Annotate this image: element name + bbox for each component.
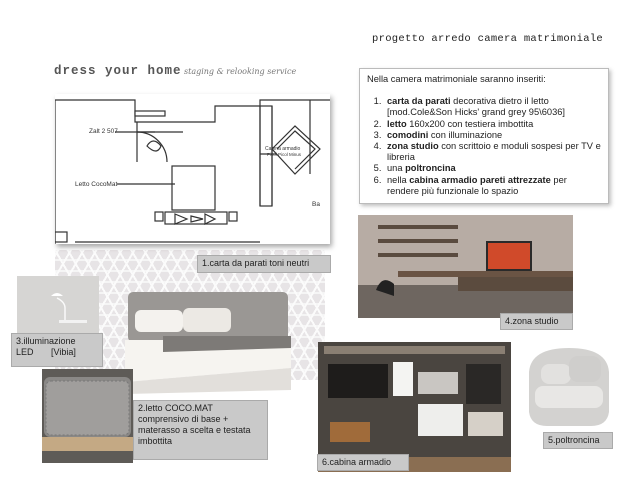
label-lighting bbox=[11, 333, 103, 367]
items-list bbox=[367, 96, 601, 197]
walk-in-closet-photo bbox=[318, 342, 511, 472]
brand-subtitle: staging & relooking service bbox=[184, 67, 297, 76]
bed-base-photo bbox=[42, 369, 133, 463]
floor-plan bbox=[55, 94, 330, 244]
page-title: progetto arredo camera matrimoniale bbox=[372, 33, 604, 45]
list-item: 1. carta da parati decorativa dietro il letto [mod.Cole&Son Hicks' grand grey 95\6036] bbox=[384, 96, 601, 118]
label-bed: 2.letto COCO.MAT comprensivo di base + materasso a scelta e testata imbottita bbox=[133, 400, 268, 460]
label-studio: 4.zona studio bbox=[500, 313, 573, 330]
armchair-icon bbox=[521, 342, 616, 432]
label-closet: 6.cabina armadio bbox=[317, 454, 409, 471]
label-wallpaper: 1.carta da parati toni neutri bbox=[197, 255, 331, 273]
label-armchair: 5.poltroncina bbox=[543, 432, 613, 449]
lamp-photo bbox=[17, 276, 99, 336]
label-lighting-line-2: LED [Vibia] bbox=[16, 347, 76, 357]
plan-label-bed: Letto CocoMat bbox=[75, 181, 118, 188]
list-intro: Nella camera matrimoniale saranno inseriti: bbox=[367, 74, 546, 84]
bed-base-icon bbox=[42, 369, 133, 463]
brand-logo-text: dress your home bbox=[54, 64, 182, 78]
list-item: 3. comodini con illuminazione bbox=[384, 130, 601, 141]
list-item: 6. nella cabina armadio pareti attrezzate per rendere più funzionale lo spazio bbox=[384, 175, 601, 197]
bed-icon bbox=[123, 290, 293, 395]
closet-icon bbox=[318, 342, 511, 472]
studio-photo bbox=[358, 215, 573, 318]
plan-label-zalt: Zalt 2 507 bbox=[89, 128, 118, 135]
floor-plan-drawing bbox=[55, 94, 330, 244]
list-item: 2. letto 160x200 con testiera imbottita bbox=[384, 119, 601, 130]
label-lighting-line-1: 3.illuminazione bbox=[16, 336, 76, 346]
door-swing bbox=[137, 132, 167, 162]
wall-inner bbox=[137, 122, 183, 132]
wall-top bbox=[55, 100, 330, 122]
plan-label-ba: Ba bbox=[312, 201, 320, 208]
plan-label-closet-sub: Picol Picol Minus bbox=[267, 152, 302, 157]
bed-photo bbox=[123, 290, 293, 395]
chair-symbol bbox=[147, 141, 161, 151]
window-top bbox=[135, 111, 165, 116]
items-list-box bbox=[359, 68, 609, 204]
bed-outline bbox=[172, 166, 215, 210]
list-item: 4. zona studio con scrittoio e moduli sospesi per TV e libreria bbox=[384, 141, 601, 163]
plan-label-closet: Cabina armadio bbox=[265, 146, 301, 152]
armchair-photo bbox=[521, 342, 616, 432]
list-item: 5. una poltroncina bbox=[384, 163, 601, 174]
studio-icon bbox=[358, 215, 573, 318]
lamp-icon bbox=[17, 276, 99, 336]
